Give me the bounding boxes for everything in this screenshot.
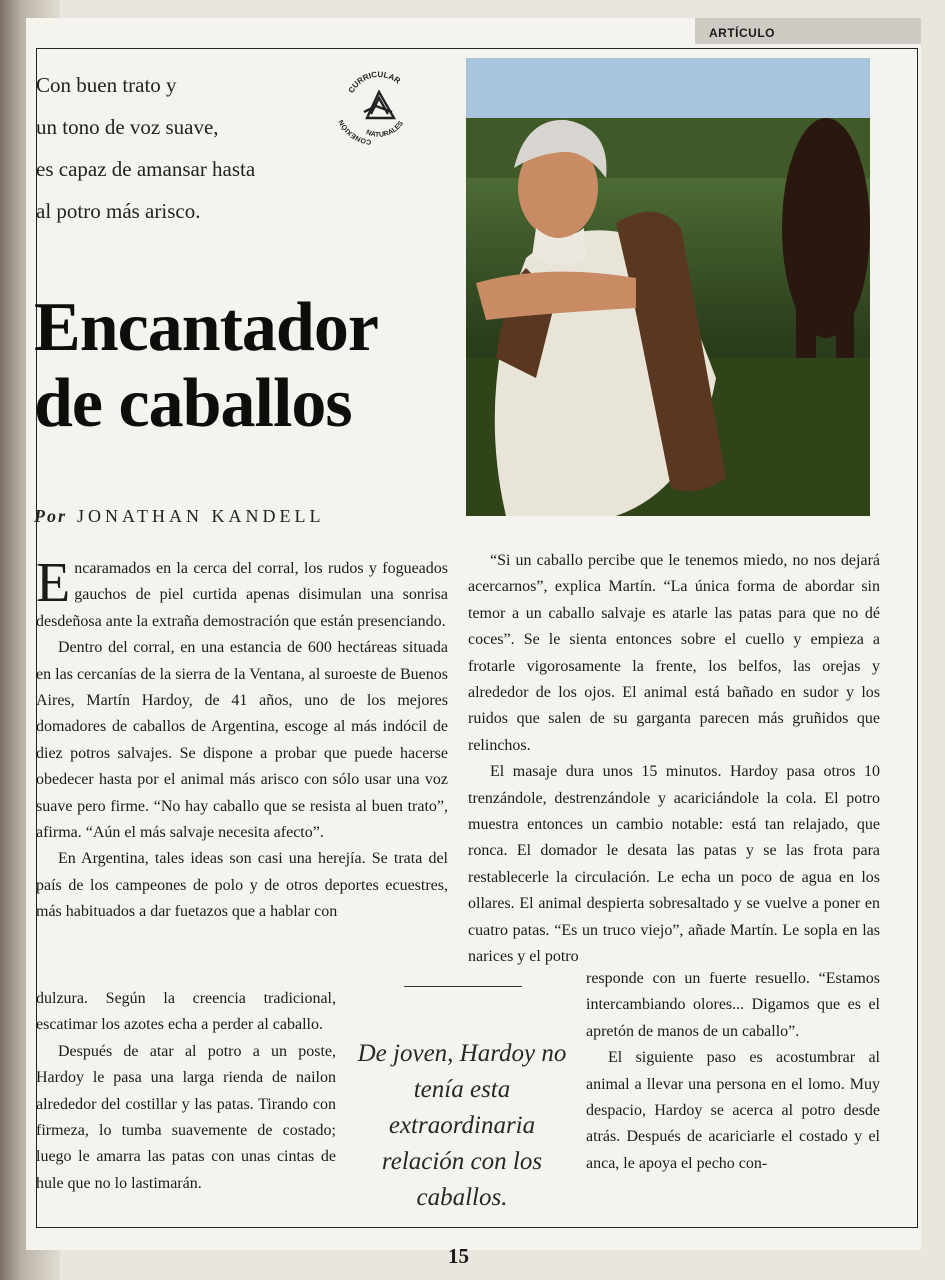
deck-text <box>36 64 336 232</box>
photo-illustration <box>466 58 870 516</box>
page-number: 15 <box>448 1244 469 1268</box>
article-column-2-lower <box>586 966 880 1177</box>
byline <box>34 506 324 527</box>
paragraph: Después de atar al potro a un poste, Hardoy le pasa una larga rienda de nailon alrededor del costillar y las patas. Tirando con firmeza, lo tumba suavemente de costado; luego le amarra las patas con unas cintas de hule que no lo lastimarán. <box>36 1042 336 1192</box>
byline-author: JONATHAN KANDELL <box>77 506 325 526</box>
paragraph <box>36 552 448 635</box>
deck-line: es capaz de amansar hasta <box>36 157 256 181</box>
logo-bottom-text: NATURALES <box>364 120 406 139</box>
deck-line: Con buen trato y <box>36 73 177 97</box>
paragraph: En Argentina, tales ideas son casi una herejía. Se trata del país de los campeones de polo y de otros deportes ecuestres, más habituados a dar fuetazos que a hablar con <box>36 850 448 921</box>
paragraph: El siguiente paso es acostumbrar al animal a llevar una persona en el lomo. Muy despacio, Hardoy se acerca al potro desde atrás. Después de acariciarle el costado y el anca, le apoya el pecho con- <box>586 1049 880 1172</box>
headline-line: Encantador <box>34 289 378 366</box>
paragraph: El masaje dura unos 15 minutos. Hardoy pasa otros 10 trenzándole, destrenzándole y acariciándole la cola. El potro muestra entonces un cambio notable: está tan relajado, que ronca. El domador le desata las patas y se las frota para restablecerle la circulación. Le echa un poco de agua en los ollares. El animal despierta sobresaltado y se vuelve a poner en cuatro patas. “Es un truco viejo”, añade Martín. Le sopla en las narices y el potro <box>468 763 880 966</box>
paragraph: “Si un caballo percibe que le tenemos miedo, no nos dejará acercarnos”, explica Martín. “La única forma de abordar sin temor a un caballo salvaje es atarle las patas para que no dé coces”. Se le sienta entonces sobre el cuello y empieza a frotarle vigorosamente la frente, los belfos, las orejas y alrededor de los ojos. El animal está bañado en sudor y los ruidos que salen de su garganta parecen más gruñidos que relinchos. <box>468 552 880 754</box>
article-column-2 <box>468 548 880 971</box>
byline-prefix: Por <box>34 506 67 526</box>
article-headline <box>34 290 454 442</box>
svg-text:NATURALES <box>365 120 405 139</box>
section-label: ARTÍCULO <box>695 18 921 44</box>
pull-quote-rule <box>404 986 522 987</box>
paragraph: responde con un fuerte resuello. “Estamos intercambiando olores... Digamos que es el apretón de manos de un caballo”. <box>586 970 880 1040</box>
deck-line: un tono de voz suave, <box>36 115 219 139</box>
deck-line: al potro más arisco. <box>36 199 201 223</box>
headline-line: de caballos <box>34 365 352 442</box>
logo-left-text: CONEXIÓN <box>337 118 372 146</box>
logo-top-text: CURRICULAR <box>346 69 403 95</box>
svg-text:CURRICULAR <box>347 70 403 95</box>
article-column-1-lower <box>36 986 336 1197</box>
logo-paperclip-icon <box>364 92 394 118</box>
article-column-1 <box>36 552 448 926</box>
conexion-curricular-logo <box>336 62 422 148</box>
portrait-photo <box>466 58 870 516</box>
paragraph: Dentro del corral, en una estancia de 600 hectáreas situada en las cercanías de la sierra de la Ventana, al suroeste de Buenos Aires, Martín Hardoy, de 41 años, uno de los mejores domadores de caballos de Argentina, escoge al más indócil de diez potros salvajes. Se dispone a probar que puede hacerse obedecer hasta por el animal más arisco con sólo usar una voz suave pero firme. “No hay caballo que se resista al buen trato”, afirma. “Aún el más salvaje necesita afecto”. <box>36 639 448 842</box>
drop-cap: E <box>36 552 71 614</box>
paragraph: dulzura. Según la creencia tradicional, escatimar los azotes echa a perder al caballo. <box>36 990 336 1034</box>
pull-quote: De joven, Hardoy no tenía esta extraordinaria relación con los caballos. <box>357 1040 567 1211</box>
paragraph-text: ncaramados en la cerca del corral, los rudos y fogueados gauchos de piel curtida apenas disimulan una sonrisa desdeñosa ante la extraña demostración que están presenciando. <box>36 560 448 630</box>
